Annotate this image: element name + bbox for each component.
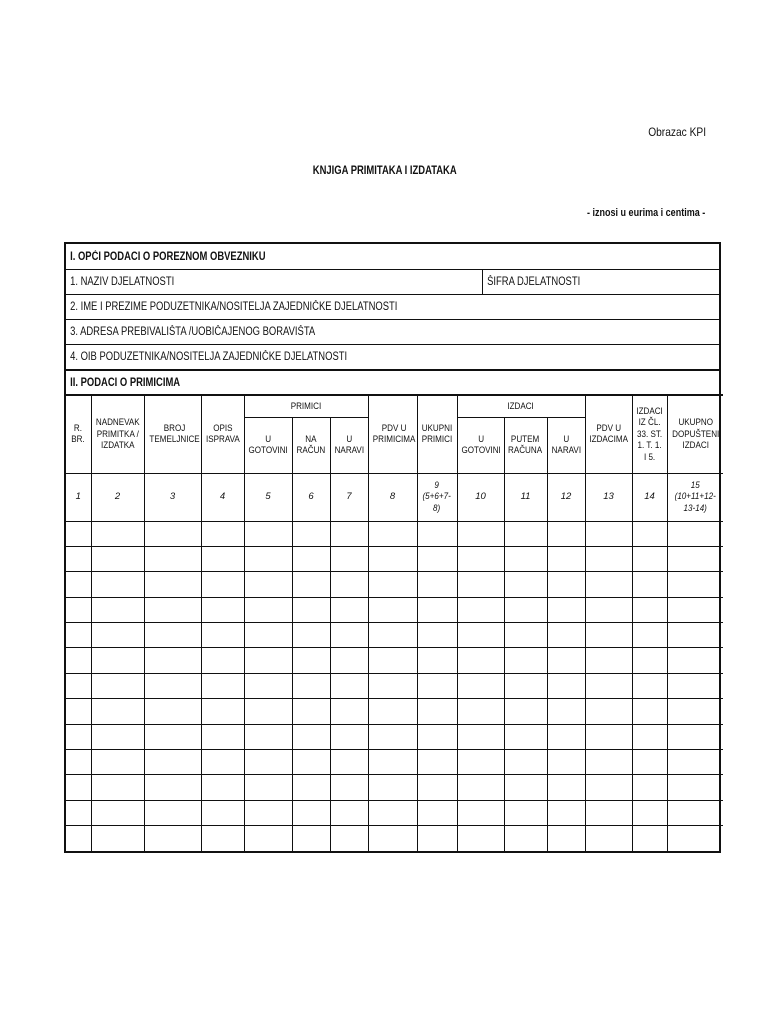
table-cell[interactable] — [368, 623, 417, 648]
table-cell[interactable] — [547, 673, 585, 698]
section2-header — [66, 369, 719, 394]
table-cell[interactable] — [547, 572, 585, 597]
table-cell[interactable] — [144, 699, 201, 724]
table-cell[interactable] — [585, 572, 632, 597]
table-cell[interactable] — [66, 597, 91, 622]
table-row — [66, 750, 723, 775]
table-cell[interactable] — [66, 572, 91, 597]
table-cell[interactable] — [585, 750, 632, 775]
table-cell[interactable] — [201, 724, 244, 749]
table-cell[interactable] — [292, 648, 330, 673]
table-cell[interactable] — [244, 800, 292, 825]
table-cell[interactable] — [91, 673, 144, 698]
table-cell[interactable] — [244, 750, 292, 775]
table-cell[interactable] — [585, 546, 632, 571]
table-cell[interactable] — [144, 673, 201, 698]
table-cell[interactable] — [547, 623, 585, 648]
table-cell[interactable] — [201, 800, 244, 825]
table-cell[interactable] — [330, 648, 368, 673]
table-cell[interactable] — [457, 800, 504, 825]
table-cell[interactable] — [667, 800, 723, 825]
col-number: 6 — [292, 473, 330, 521]
table-row — [66, 648, 723, 673]
table-cell[interactable] — [504, 572, 547, 597]
table-cell[interactable] — [244, 623, 292, 648]
table-cell[interactable] — [504, 546, 547, 571]
table-cell[interactable] — [504, 521, 547, 546]
table-cell[interactable] — [504, 826, 547, 851]
col-number-formula: 15 (10+11+12- 13-14) — [667, 473, 723, 521]
table-cell[interactable] — [244, 572, 292, 597]
table-cell[interactable] — [368, 546, 417, 571]
table-cell[interactable] — [417, 597, 457, 622]
table-cell[interactable] — [457, 648, 504, 673]
table-cell[interactable] — [292, 597, 330, 622]
table-cell[interactable] — [66, 673, 91, 698]
table-cell[interactable] — [91, 775, 144, 800]
table-cell[interactable] — [368, 597, 417, 622]
col-header-vat-receipts: PDV U PRIMICIMA — [368, 395, 417, 473]
table-cell[interactable] — [417, 521, 457, 546]
table-cell[interactable] — [91, 724, 144, 749]
table-row — [66, 775, 723, 800]
table-cell[interactable] — [201, 826, 244, 851]
table-cell[interactable] — [504, 800, 547, 825]
table-cell[interactable] — [91, 750, 144, 775]
table-cell[interactable] — [201, 546, 244, 571]
table-cell[interactable] — [292, 521, 330, 546]
group-header-expenses: IZDACI — [457, 395, 585, 417]
col-number: 12 — [547, 473, 585, 521]
table-cell[interactable] — [547, 597, 585, 622]
table-cell[interactable] — [417, 623, 457, 648]
table-cell[interactable] — [585, 521, 632, 546]
col-header-total-allowed-expenses: UKUPNO DOPUŠTENI IZDACI — [667, 395, 723, 473]
table-row — [66, 597, 723, 622]
oib-label: 4. OIB PODUZETNIKA/NOSITELJA ZAJEDNIČKE DJELATNOSTI — [70, 351, 348, 363]
table-cell[interactable] — [368, 826, 417, 851]
table-cell[interactable] — [330, 800, 368, 825]
table-cell[interactable] — [667, 648, 723, 673]
activity-row — [66, 269, 719, 294]
table-cell[interactable] — [201, 521, 244, 546]
table-cell[interactable] — [632, 521, 667, 546]
table-cell[interactable] — [91, 800, 144, 825]
table-cell[interactable] — [144, 572, 201, 597]
table-cell[interactable] — [585, 826, 632, 851]
table-row — [66, 572, 723, 597]
col-header-receipts-account: NA RAČUN — [292, 417, 330, 473]
table-cell[interactable] — [547, 800, 585, 825]
table-cell[interactable] — [457, 826, 504, 851]
table-cell[interactable] — [368, 699, 417, 724]
table-cell[interactable] — [330, 724, 368, 749]
table-cell[interactable] — [292, 572, 330, 597]
table-cell[interactable] — [244, 775, 292, 800]
table-cell[interactable] — [417, 775, 457, 800]
table-cell[interactable] — [667, 775, 723, 800]
table-cell[interactable] — [547, 775, 585, 800]
table-cell[interactable] — [244, 521, 292, 546]
table-cell[interactable] — [632, 673, 667, 698]
table-cell[interactable] — [368, 648, 417, 673]
activity-name-label: 1. NAZIV DJELATNOSTI — [70, 276, 175, 288]
table-cell[interactable] — [144, 546, 201, 571]
table-cell[interactable] — [457, 724, 504, 749]
table-cell[interactable] — [457, 623, 504, 648]
table-cell[interactable] — [417, 546, 457, 571]
table-body — [66, 521, 723, 851]
table-cell[interactable] — [632, 826, 667, 851]
table-cell[interactable] — [585, 648, 632, 673]
table-row — [66, 546, 723, 571]
table-cell[interactable] — [632, 597, 667, 622]
table-cell[interactable] — [667, 826, 723, 851]
table-cell[interactable] — [91, 572, 144, 597]
table-cell[interactable] — [144, 521, 201, 546]
owner-name-field[interactable] — [66, 294, 719, 319]
table-cell[interactable] — [244, 699, 292, 724]
receipts-expenses-table — [66, 394, 723, 851]
table-cell[interactable] — [66, 800, 91, 825]
table-cell[interactable] — [457, 521, 504, 546]
table-cell[interactable] — [632, 724, 667, 749]
table-cell[interactable] — [504, 597, 547, 622]
table-cell[interactable] — [292, 724, 330, 749]
table-cell[interactable] — [632, 800, 667, 825]
col-number: 4 — [201, 473, 244, 521]
table-cell[interactable] — [667, 673, 723, 698]
table-cell[interactable] — [66, 750, 91, 775]
table-cell[interactable] — [547, 750, 585, 775]
table-cell[interactable] — [504, 750, 547, 775]
table-cell[interactable] — [91, 623, 144, 648]
table-row — [66, 826, 723, 851]
table-cell[interactable] — [585, 699, 632, 724]
page-title-text: KNJIGA PRIMITAKA I IZDATAKA — [313, 165, 457, 177]
table-cell[interactable] — [144, 648, 201, 673]
col-header-expenses-cash: U GOTOVINI — [457, 417, 504, 473]
address-field[interactable] — [66, 319, 719, 344]
table-cell[interactable] — [457, 775, 504, 800]
activity-code-label: ŠIFRA DJELATNOSTI — [487, 276, 581, 288]
table-cell[interactable] — [244, 826, 292, 851]
table-cell[interactable] — [417, 724, 457, 749]
table-cell[interactable] — [547, 724, 585, 749]
table-cell[interactable] — [244, 724, 292, 749]
table-cell[interactable] — [201, 648, 244, 673]
table-cell[interactable] — [91, 597, 144, 622]
table-cell[interactable] — [292, 775, 330, 800]
col-header-description: OPIS ISPRAVA — [201, 395, 244, 473]
col-header-art33-expenses: IZDACI IZ ČL. 33. ST. 1. T. 1. I 5. — [632, 395, 667, 473]
table-cell[interactable] — [667, 699, 723, 724]
table-cell[interactable] — [330, 521, 368, 546]
table-cell[interactable] — [330, 699, 368, 724]
table-row — [66, 800, 723, 825]
table-cell[interactable] — [292, 546, 330, 571]
col-number: 14 — [632, 473, 667, 521]
table-cell[interactable] — [244, 546, 292, 571]
table-cell[interactable] — [457, 597, 504, 622]
table-cell[interactable] — [547, 521, 585, 546]
form-frame — [64, 242, 721, 853]
table-cell[interactable] — [417, 648, 457, 673]
table-cell[interactable] — [201, 699, 244, 724]
section2-title: II. PODACI O PRIMICIMA — [70, 376, 181, 389]
col-number: 3 — [144, 473, 201, 521]
table-cell[interactable] — [91, 699, 144, 724]
table-cell[interactable] — [292, 750, 330, 775]
form-code: Obrazac KPI — [648, 125, 706, 139]
table-cell[interactable] — [417, 800, 457, 825]
table-cell[interactable] — [632, 775, 667, 800]
col-number: 5 — [244, 473, 292, 521]
table-cell[interactable] — [244, 673, 292, 698]
table-row — [66, 724, 723, 749]
table-cell[interactable] — [457, 546, 504, 571]
table-row — [66, 521, 723, 546]
table-cell[interactable] — [330, 623, 368, 648]
table-cell[interactable] — [144, 826, 201, 851]
table-cell[interactable] — [632, 648, 667, 673]
table-row — [66, 673, 723, 698]
table-cell[interactable] — [66, 648, 91, 673]
table-cell[interactable] — [368, 800, 417, 825]
section1-header — [66, 244, 719, 269]
table-cell[interactable] — [417, 699, 457, 724]
table-cell[interactable] — [585, 724, 632, 749]
table-cell[interactable] — [66, 521, 91, 546]
table-cell[interactable] — [91, 648, 144, 673]
table-cell[interactable] — [504, 623, 547, 648]
table-cell[interactable] — [504, 673, 547, 698]
col-number: 10 — [457, 473, 504, 521]
column-number-row — [66, 473, 723, 521]
table-cell[interactable] — [457, 750, 504, 775]
col-header-rbr: R. BR. — [66, 395, 91, 473]
table-cell[interactable] — [144, 623, 201, 648]
table-cell[interactable] — [667, 623, 723, 648]
table-cell[interactable] — [201, 775, 244, 800]
table-cell[interactable] — [144, 800, 201, 825]
table-cell[interactable] — [66, 546, 91, 571]
table-cell[interactable] — [201, 750, 244, 775]
table-cell[interactable] — [667, 597, 723, 622]
table-cell[interactable] — [417, 750, 457, 775]
table-cell[interactable] — [547, 699, 585, 724]
table-cell[interactable] — [201, 673, 244, 698]
table-cell[interactable] — [368, 673, 417, 698]
table-row — [66, 699, 723, 724]
table-cell[interactable] — [330, 826, 368, 851]
table-cell[interactable] — [632, 699, 667, 724]
oib-field[interactable] — [66, 344, 719, 369]
col-header-date: NADNEVAK PRIMITKA / IZDATKA — [91, 395, 144, 473]
table-cell[interactable] — [330, 750, 368, 775]
table-cell[interactable] — [144, 775, 201, 800]
col-header-expenses-account: PUTEM RAČUNA — [504, 417, 547, 473]
table-cell[interactable] — [667, 750, 723, 775]
table-cell[interactable] — [504, 648, 547, 673]
table-cell[interactable] — [144, 750, 201, 775]
table-cell[interactable] — [292, 800, 330, 825]
col-number: 8 — [368, 473, 417, 521]
table-cell[interactable] — [201, 623, 244, 648]
table-cell[interactable] — [244, 597, 292, 622]
table-cell[interactable] — [91, 826, 144, 851]
col-number: 11 — [504, 473, 547, 521]
table-cell[interactable] — [91, 521, 144, 546]
table-cell[interactable] — [667, 572, 723, 597]
table-cell[interactable] — [201, 597, 244, 622]
table-cell[interactable] — [292, 699, 330, 724]
table-cell[interactable] — [244, 648, 292, 673]
table-cell[interactable] — [504, 699, 547, 724]
table-cell[interactable] — [667, 521, 723, 546]
table-cell[interactable] — [330, 775, 368, 800]
col-header-doc-number: BROJ TEMELJNICE — [144, 395, 201, 473]
table-cell[interactable] — [66, 826, 91, 851]
table-cell[interactable] — [547, 648, 585, 673]
table-cell[interactable] — [330, 572, 368, 597]
table-cell[interactable] — [632, 750, 667, 775]
col-number: 2 — [91, 473, 144, 521]
table-row — [66, 623, 723, 648]
table-cell[interactable] — [201, 572, 244, 597]
table-cell[interactable] — [547, 546, 585, 571]
table-cell[interactable] — [667, 724, 723, 749]
table-cell[interactable] — [457, 699, 504, 724]
table-cell[interactable] — [632, 572, 667, 597]
table-cell[interactable] — [417, 572, 457, 597]
col-number-formula: 9 (5+6+7- 8) — [417, 473, 457, 521]
table-cell[interactable] — [547, 826, 585, 851]
table-cell[interactable] — [585, 775, 632, 800]
table-cell[interactable] — [368, 572, 417, 597]
table-cell[interactable] — [368, 521, 417, 546]
table-cell[interactable] — [417, 826, 457, 851]
col-header-receipts-kind: U NARAVI — [330, 417, 368, 473]
amount-note: - iznosi u eurima i centima - — [586, 207, 705, 219]
table-cell[interactable] — [330, 546, 368, 571]
table-cell[interactable] — [585, 597, 632, 622]
table-cell[interactable] — [292, 673, 330, 698]
table-cell[interactable] — [66, 623, 91, 648]
table-cell[interactable] — [368, 775, 417, 800]
table-cell[interactable] — [585, 623, 632, 648]
page-title — [0, 165, 770, 177]
col-header-vat-expenses: PDV U IZDACIMA — [585, 395, 632, 473]
table-cell[interactable] — [504, 775, 547, 800]
table-cell[interactable] — [292, 623, 330, 648]
owner-name-label: 2. IME I PREZIME PODUZETNIKA/NOSITELJA ZAJEDNIČKE DJELATNOSTI — [70, 301, 398, 313]
table-cell[interactable] — [585, 673, 632, 698]
activity-name-field[interactable] — [66, 270, 483, 294]
col-number: 1 — [66, 473, 91, 521]
activity-code-field[interactable] — [483, 270, 719, 294]
table-cell[interactable] — [504, 724, 547, 749]
table-cell[interactable] — [632, 546, 667, 571]
section1-title: I. OPĆI PODACI O POREZNOM OBVEZNIKU — [70, 250, 266, 263]
table-cell[interactable] — [66, 724, 91, 749]
col-header-expenses-kind: U NARAVI — [547, 417, 585, 473]
table-cell[interactable] — [457, 673, 504, 698]
table-cell[interactable] — [368, 750, 417, 775]
table-cell[interactable] — [66, 775, 91, 800]
address-label: 3. ADRESA PREBIVALIŠTA /UOBIČAJENOG BORAVIŠTA — [70, 326, 316, 338]
table-cell[interactable] — [417, 673, 457, 698]
table-cell[interactable] — [632, 623, 667, 648]
table-cell[interactable] — [330, 597, 368, 622]
table-cell[interactable] — [66, 699, 91, 724]
table-cell[interactable] — [144, 724, 201, 749]
table-cell[interactable] — [91, 546, 144, 571]
table-cell[interactable] — [667, 546, 723, 571]
col-number: 13 — [585, 473, 632, 521]
table-header-row — [66, 395, 723, 417]
col-header-receipts-cash: U GOTOVINI — [244, 417, 292, 473]
col-number: 7 — [330, 473, 368, 521]
table-cell[interactable] — [330, 673, 368, 698]
table-cell[interactable] — [585, 800, 632, 825]
table-cell[interactable] — [368, 724, 417, 749]
col-header-total-receipts: UKUPNI PRIMICI — [417, 395, 457, 473]
table-cell[interactable] — [292, 826, 330, 851]
table-cell[interactable] — [144, 597, 201, 622]
group-header-receipts: PRIMICI — [244, 395, 368, 417]
table-cell[interactable] — [457, 572, 504, 597]
